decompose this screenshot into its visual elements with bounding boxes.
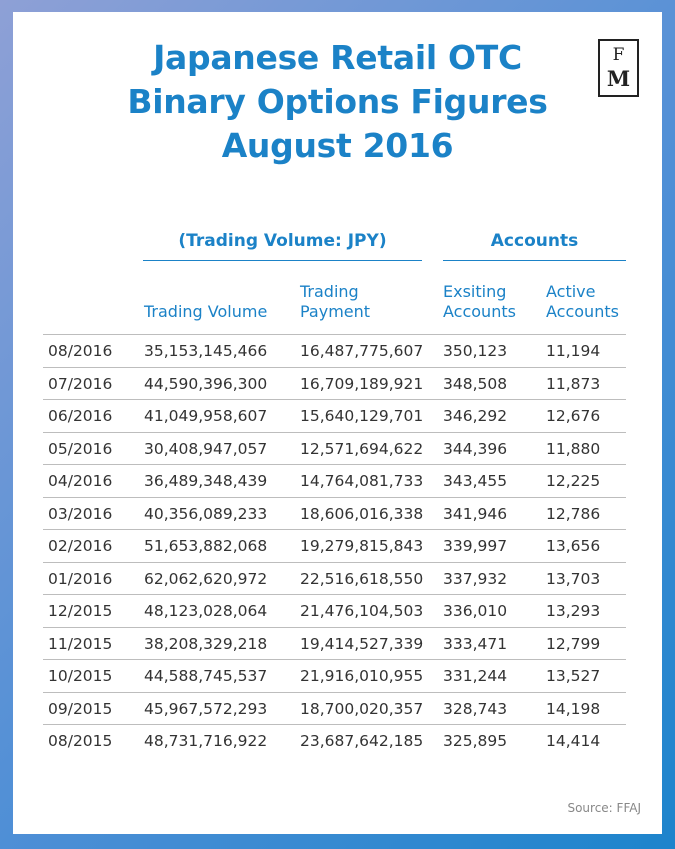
trading-volume-cell: 48,123,028,064 [144, 602, 268, 620]
month-cell: 10/2015 [48, 667, 113, 685]
table-row [43, 432, 626, 465]
group-header-volume: (Trading Volume: JPY) [143, 230, 422, 261]
trading-payment-cell: 18,606,016,338 [300, 504, 424, 523]
infographic-card [13, 12, 662, 834]
col-header-active-accounts [546, 282, 619, 322]
trading-payment-cell: 15,640,129,701 [300, 407, 424, 425]
col-header-trading-payment-line-1: Trading [300, 282, 359, 301]
month-cell: 09/2015 [48, 699, 113, 718]
table-row [43, 334, 626, 367]
col-header-existing-accounts-line-1: Exsiting [443, 282, 507, 301]
trading-volume-cell: 36,489,348,439 [144, 472, 268, 490]
active-accounts-cell: 13,293 [546, 602, 601, 620]
existing-accounts-cell: 346,292 [443, 407, 508, 425]
trading-volume-cell: 44,590,396,300 [144, 374, 268, 393]
active-accounts-cell: 11,873 [546, 374, 601, 393]
existing-accounts-cell: 344,396 [443, 439, 508, 458]
title-line-1: Japanese Retail OTC [153, 38, 522, 77]
active-accounts-cell: 12,786 [546, 504, 601, 523]
existing-accounts-cell: 339,997 [443, 537, 508, 555]
active-accounts-cell: 13,527 [546, 667, 601, 685]
logo-letter-m: M [606, 66, 631, 91]
trading-payment-cell: 21,916,010,955 [300, 667, 424, 685]
data-table [43, 334, 626, 757]
trading-volume-cell: 44,588,745,537 [144, 667, 268, 685]
trading-volume-cell: 62,062,620,972 [144, 569, 268, 588]
col-header-active-accounts-line-2: Accounts [546, 302, 619, 321]
month-cell: 11/2015 [48, 634, 113, 653]
col-header-active-accounts-line-1: Active [546, 282, 596, 301]
trading-volume-cell: 45,967,572,293 [144, 699, 268, 718]
trading-payment-cell: 22,516,618,550 [300, 569, 424, 588]
col-header-trading-payment [300, 282, 370, 322]
trading-volume-cell: 51,653,882,068 [144, 537, 268, 555]
trading-volume-cell: 30,408,947,057 [144, 439, 268, 458]
month-cell: 06/2016 [48, 407, 113, 425]
month-cell: 01/2016 [48, 569, 113, 588]
col-header-trading-payment-line-2: Payment [300, 302, 371, 321]
month-cell: 08/2016 [48, 342, 113, 360]
trading-payment-cell: 16,487,775,607 [300, 342, 424, 360]
month-cell: 03/2016 [48, 504, 113, 523]
table-row [43, 659, 626, 692]
page-title [13, 36, 662, 168]
active-accounts-cell: 11,194 [546, 342, 601, 360]
table-row [43, 562, 626, 595]
table-row [43, 464, 626, 497]
table-row [43, 627, 626, 660]
table-row [43, 367, 626, 400]
active-accounts-cell: 14,414 [546, 732, 601, 750]
logo-letter-f: F [612, 45, 625, 65]
title-line-2: Binary Options Figures [127, 82, 548, 121]
fm-logo [598, 39, 639, 97]
col-header-trading-volume: Trading Volume [144, 302, 268, 321]
group-header-accounts: Accounts [443, 230, 626, 261]
existing-accounts-cell: 328,743 [443, 699, 508, 718]
month-cell: 08/2015 [48, 732, 113, 750]
existing-accounts-cell: 341,946 [443, 504, 508, 523]
trading-payment-cell: 18,700,020,357 [300, 699, 424, 718]
table-row [43, 594, 626, 627]
table-row [43, 529, 626, 562]
existing-accounts-cell: 343,455 [443, 472, 508, 490]
active-accounts-cell: 14,198 [546, 699, 601, 718]
trading-payment-cell: 16,709,189,921 [300, 374, 424, 393]
trading-payment-cell: 12,571,694,622 [300, 439, 424, 458]
existing-accounts-cell: 348,508 [443, 374, 508, 393]
trading-payment-cell: 21,476,104,503 [300, 602, 424, 620]
month-cell: 07/2016 [48, 374, 113, 393]
existing-accounts-cell: 331,244 [443, 667, 508, 685]
active-accounts-cell: 13,656 [546, 537, 601, 555]
existing-accounts-cell: 333,471 [443, 634, 508, 653]
month-cell: 02/2016 [48, 537, 113, 555]
trading-volume-cell: 38,208,329,218 [144, 634, 268, 653]
source-note: Source: FFAJ [567, 801, 641, 815]
trading-payment-cell: 14,764,081,733 [300, 472, 424, 490]
month-cell: 05/2016 [48, 439, 113, 458]
trading-payment-cell: 19,414,527,339 [300, 634, 424, 653]
title-line-3: August 2016 [221, 126, 454, 165]
col-header-existing-accounts-line-2: Accounts [443, 302, 516, 321]
trading-payment-cell: 19,279,815,843 [300, 537, 424, 555]
table-row [43, 399, 626, 432]
trading-volume-cell: 40,356,089,233 [144, 504, 268, 523]
trading-payment-cell: 23,687,642,185 [300, 732, 424, 750]
col-header-existing-accounts [443, 282, 516, 322]
trading-volume-cell: 48,731,716,922 [144, 732, 268, 750]
table-row [43, 497, 626, 530]
table-row [43, 724, 626, 757]
existing-accounts-cell: 350,123 [443, 342, 508, 360]
existing-accounts-cell: 336,010 [443, 602, 508, 620]
month-cell: 12/2015 [48, 602, 113, 620]
existing-accounts-cell: 325,895 [443, 732, 508, 750]
month-cell: 04/2016 [48, 472, 113, 490]
active-accounts-cell: 13,703 [546, 569, 601, 588]
trading-volume-cell: 35,153,145,466 [144, 342, 268, 360]
trading-volume-cell: 41,049,958,607 [144, 407, 268, 425]
active-accounts-cell: 12,225 [546, 472, 601, 490]
existing-accounts-cell: 337,932 [443, 569, 508, 588]
table-row [43, 692, 626, 725]
active-accounts-cell: 12,676 [546, 407, 601, 425]
active-accounts-cell: 11,880 [546, 439, 601, 458]
active-accounts-cell: 12,799 [546, 634, 601, 653]
